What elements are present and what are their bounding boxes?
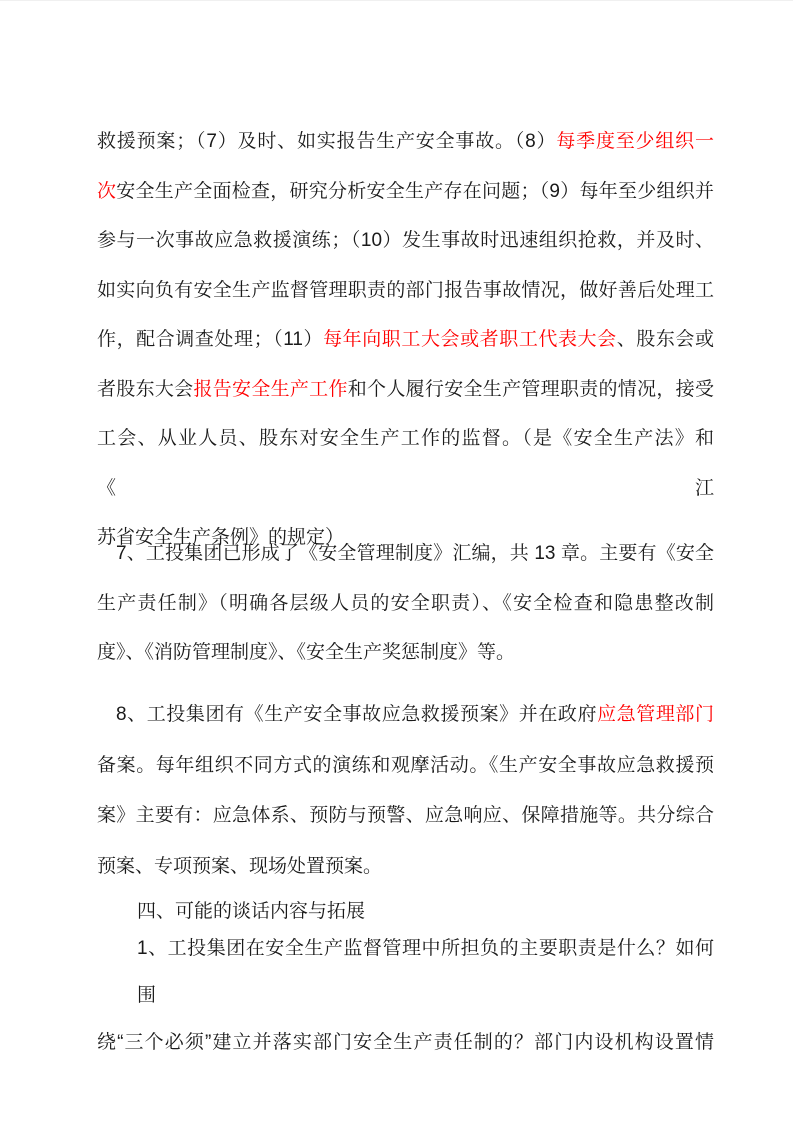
text-run: 如实向负有安全生产监督管理职责的部门报告事故情况，做好善后处理工: [97, 279, 714, 301]
text-line: [97, 1019, 714, 1066]
text-line: [97, 628, 714, 678]
section-heading-line: [97, 897, 714, 927]
text-run: 四、可能的谈话内容与拓展: [137, 901, 366, 922]
text-run: 安全生产全面检查，研究分析安全生产存在问题；（9）每年至少组织并: [116, 180, 714, 202]
text-run: 度》、《消防管理制度》、《安全生产奖惩制度》等。: [97, 642, 516, 663]
para-8-emergency-plan: [97, 690, 714, 892]
text-line: [97, 414, 714, 513]
text-line: [97, 529, 714, 579]
text-run-red: 每季度至少组织一: [556, 131, 714, 152]
text-run: 、股东会或: [616, 329, 714, 350]
text-run: 苏省安全生产条例》的规定）: [97, 527, 345, 548]
text-run: 备案。每年组织不同方式的演练和观摩活动。《生产安全事故应急救援预: [97, 754, 714, 776]
text-run: 生产责任制》（明确各层级人员的安全职责）、《安全检查和隐患整改制: [97, 592, 714, 614]
text-run: 绕“三个必须”建立并落实部门安全生产责任制的？部门内设机构设置情: [97, 1032, 714, 1053]
text-line: [97, 690, 714, 741]
text-run: 预案、专项预案、现场处置预案。: [97, 855, 383, 877]
text-line: [97, 579, 714, 629]
text-run-red: 应急管理部门: [597, 704, 714, 725]
text-line: [97, 315, 714, 365]
text-run-red: 每年向职工大会或者职工代表大会: [323, 329, 617, 350]
heading-section-4: [97, 897, 714, 927]
text-run: 工会、从业人员、股东对安全生产工作的监督。（是《安全生产法》和《江: [97, 428, 714, 499]
text-line: [97, 216, 714, 266]
text-line: [97, 842, 714, 893]
text-line: [97, 167, 714, 217]
text-run-red: 报告安全生产工作: [193, 378, 348, 400]
text-run-red: 次: [97, 180, 117, 202]
text-run: 1、工投集团在安全生产监督管理中所担负的主要职责是什么？如何围: [137, 938, 714, 1006]
text-run: 救援预案；（7）及时、如实报告生产安全事故。（8）: [97, 131, 557, 152]
text-run: 案》主要有：应急体系、预防与预警、应急响应、保障措施等。共分综合: [97, 805, 714, 826]
text-line: [97, 925, 714, 1019]
text-run: 参与一次事故应急救援演练；（10）发生事故时迅速组织抢救，并及时、: [97, 230, 714, 251]
text-line: [97, 117, 714, 167]
text-line: [97, 365, 714, 415]
para-safety-duties-continued: [97, 117, 714, 563]
text-line: [97, 741, 714, 792]
text-run: 7、工投集团已形成了《安全管理制度》汇编，共 13 章。主要有《安全: [116, 543, 714, 564]
para-question-1: [97, 925, 714, 1066]
text-run: 作，配合调查处理；（11）: [97, 329, 324, 350]
text-line: [97, 791, 714, 842]
text-run: 8、工投集团有《生产安全事故应急救援预案》并在政府: [116, 704, 598, 725]
text-run: 和个人履行安全生产管理职责的情况，接受: [347, 378, 714, 400]
para-7-management-system: [97, 529, 714, 678]
text-run: 者股东大会: [97, 378, 194, 400]
text-line: [97, 266, 714, 316]
